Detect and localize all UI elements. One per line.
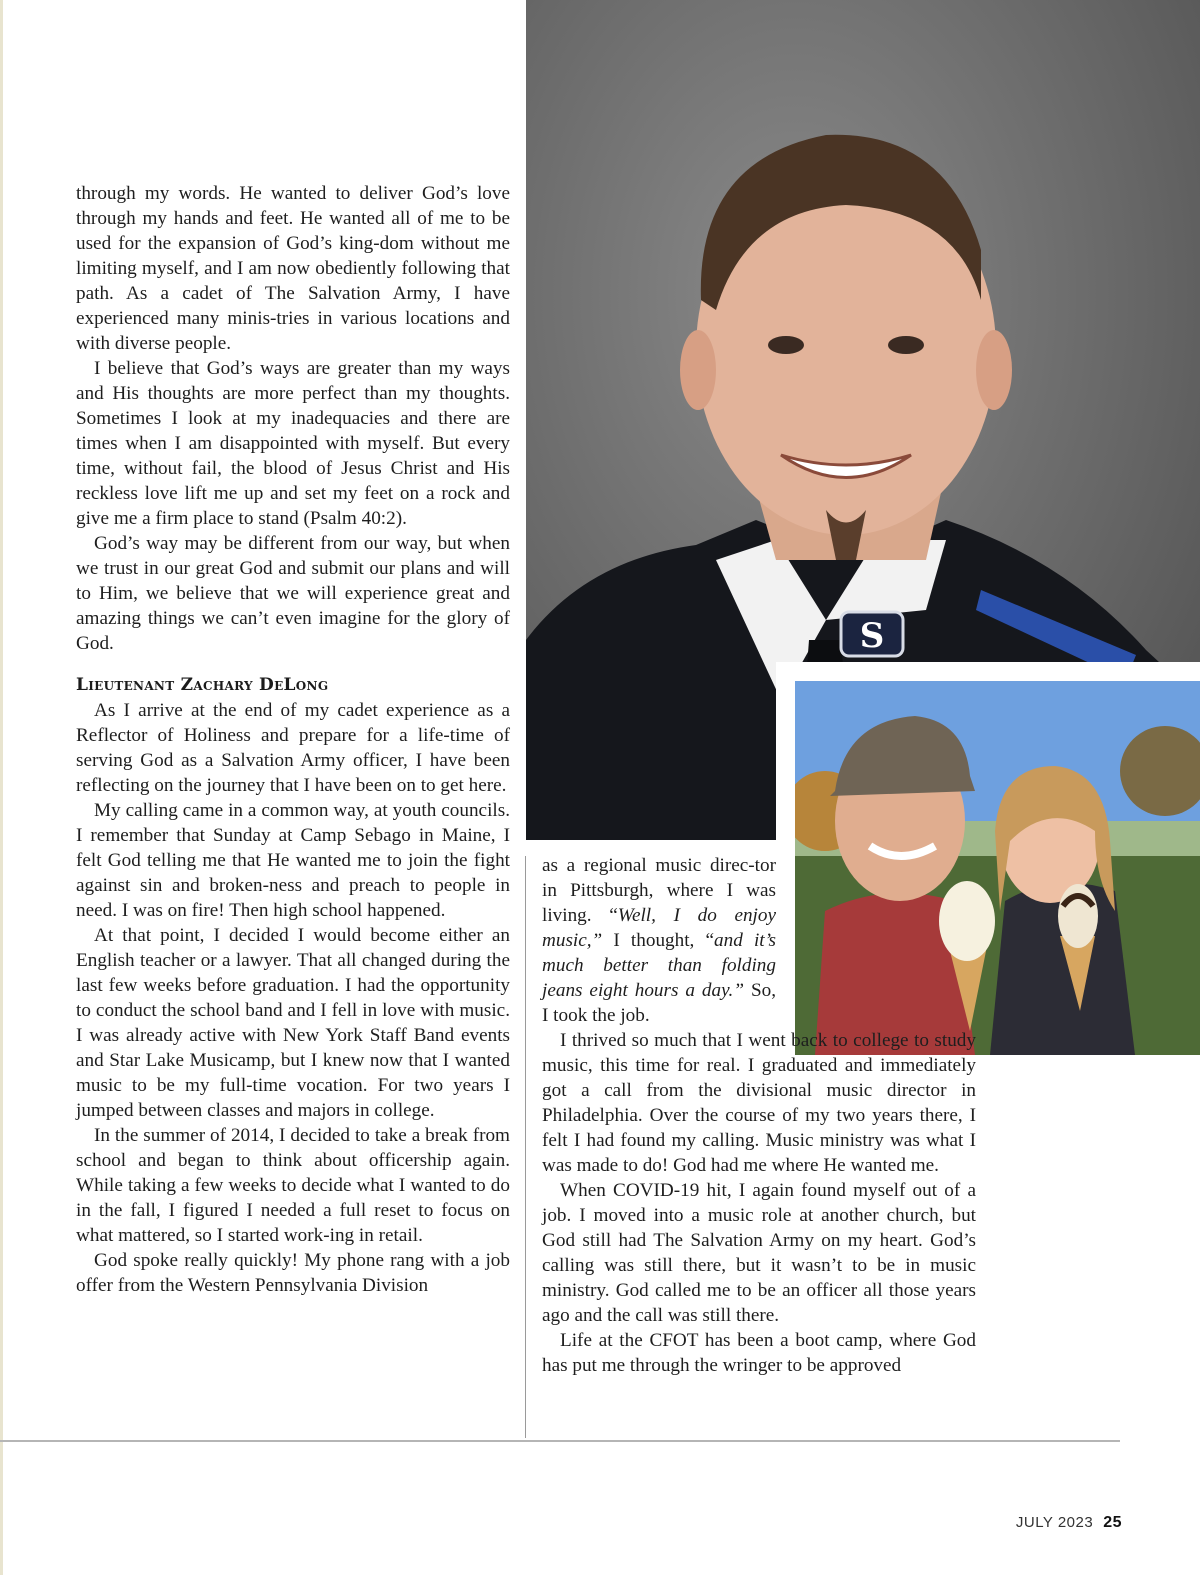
paragraph: When COVID-19 hit, I again found myself out of a job. I moved into a music role at another church, but God still had The Salvation Army on my heart. God’s calling was still there, but it wasn’t to be in music ministry. God called me to be an officer all those years ago and the call was still there.: [542, 1180, 976, 1326]
page-number: 25: [1103, 1514, 1122, 1531]
issue-date: JULY 2023: [1015, 1514, 1094, 1531]
wrap-spacer: [776, 1028, 1200, 1056]
inset-photo-frame: [776, 662, 1200, 1055]
column-divider: [525, 856, 526, 1438]
inset-photo: [795, 681, 1200, 1055]
quote-italic: and it’s much better than folding jeans eight hours a day.”: [542, 930, 776, 1001]
footer-rule: [0, 1440, 1120, 1442]
quote-italic: Well, I do enjoy music,”: [542, 905, 776, 951]
inset-illustration: [795, 681, 1200, 1055]
column-right-narrow: [542, 853, 776, 1028]
section-heading: Lieutenant Zachary DeLong: [76, 675, 329, 695]
text-run: So, I took the job.: [542, 980, 777, 1026]
paragraph: In the summer of 2014, I decided to take a break from school and began to think about officership again. While taking a few weeks to decide what I wanted to do in the fall, I figured I needed a full reset to focus on what mattered, so I started work-ing in retail.: [76, 1125, 510, 1246]
left-edge-strip: [0, 0, 3, 1575]
paragraph: I thrived so much that I went back to college to study music, this time for real. I graduated and immediately got a call from the divisional music director in Philadelphia. Over the course of my two years there, I felt I had found my calling. Music ministry was what I was made to do! God had me where He wanted me.: [542, 1030, 976, 1176]
paragraph: [542, 853, 776, 1028]
text-run: as a regional music direc-tor in Pittsburgh, where I was living. “: [542, 855, 776, 926]
paragraph: through my words. He wanted to deliver God’s love through my hands and feet. He wanted all of me to be used for the expansion of God’s king-dom without me limiting myself, and I am now obediently following that path. As a cadet of The Salvation Army, I have experienced many minis-tries in various locations and with diverse people.: [76, 183, 510, 354]
paragraph: As I arrive at the end of my cadet experience as a Reflector of Holiness and prepare for a life-time of serving God as a Salvation Army officer, I have been reflecting on the journey that I have been on to get here.: [76, 700, 510, 796]
paragraph: I believe that God’s ways are greater than my ways and His thoughts are more perfect than my thoughts. Sometimes I look at my inadequacies and there are times when I am disappointed with myself. But every time, without fail, the blood of Jesus Christ and His reckless love lift me up and set my feet on a rock and give me a firm place to stand (Psalm 40:2).: [76, 358, 510, 529]
paragraph: Life at the CFOT has been a boot camp, where God has put me through the wringer to be approved: [542, 1330, 976, 1376]
page-footer: [1016, 1514, 1122, 1532]
paragraph: At that point, I decided I would become either an English teacher or a lawyer. That all changed during the last few weeks before graduation. I had the opportunity to conduct the school band and I fell in love with music. I was already active with New York Staff Band events and Star Lake Musicamp, but I knew now that I wanted music to be my full-time vocation. For two years I jumped between classes and majors in college.: [76, 925, 510, 1121]
text-run: I thought, “: [602, 930, 715, 951]
column-left: [76, 181, 510, 1298]
paragraph: God’s way may be different from our way, but when we trust in our great God and submit our plans and will to Him, we believe that we will experience great and amazing things we can’t even imagine for the glory of God.: [76, 533, 510, 654]
column-right: [542, 1028, 976, 1378]
paragraph: God spoke really quickly! My phone rang with a job offer from the Western Pennsylvania Division: [76, 1250, 510, 1296]
svg-text:S: S: [859, 616, 885, 656]
paragraph: My calling came in a common way, at youth councils. I remember that Sunday at Camp Sebago in Maine, I felt God telling me that He wanted me to join the fight against sin and broken-ness and preach to people in need. I was on fire! Then high school happened.: [76, 800, 510, 921]
